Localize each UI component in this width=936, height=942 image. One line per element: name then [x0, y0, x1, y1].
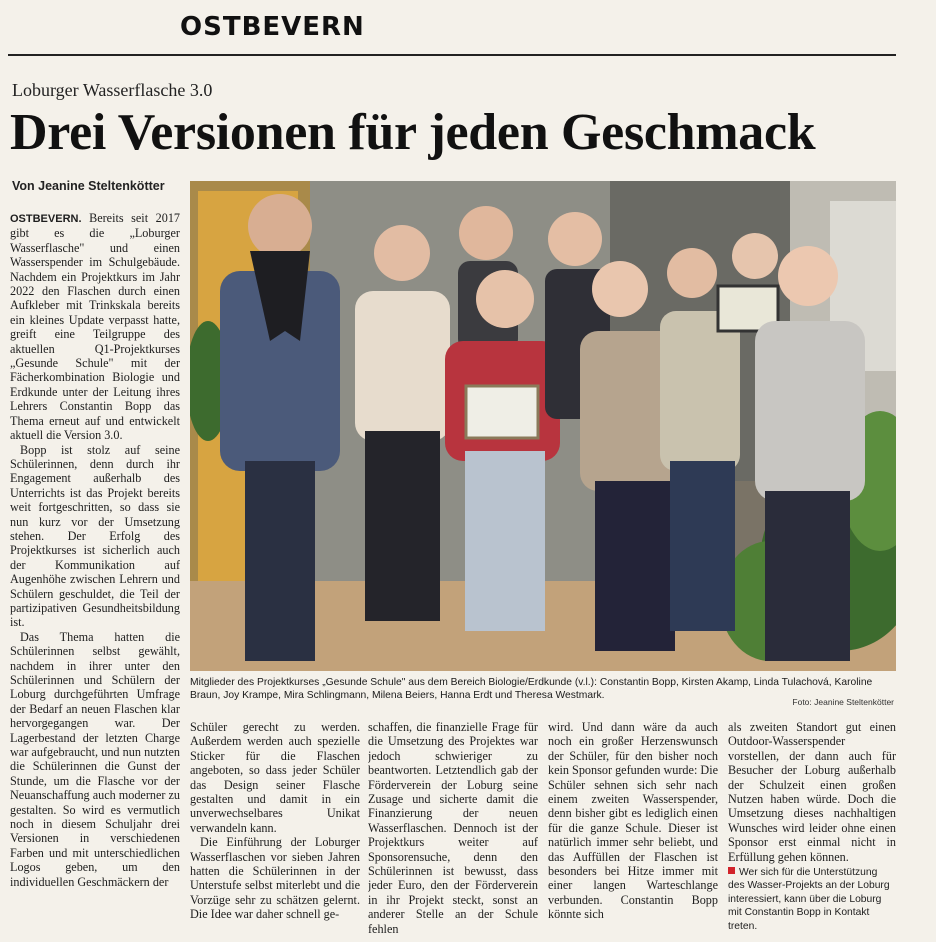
paragraph: als zweiten Standort gut einen Outdoor-Wasserspender vorstellen, der dann auch für Besucher der Loburg außerhalb der Schulzeit einen großen Nutzen haben würde. Doch die Umsetzung dieses nachhaltigen Wunsches wird leider ohne einen Sponsor erst einmal nicht in Erfüllung gehen können. [728, 720, 896, 864]
text-column-3 [368, 720, 538, 938]
paragraph: Bopp ist stolz auf seine Schülerinnen, denn durch ihr Engagement außerhalb des Unterrichts ist das Projekt bereits weit fortgeschritten, so dass sie nun kurz vor der Umsetzung stehen. Der Erfolg des Projektkurses ist sicherlich auch der Kommunikation auf Augenhöhe zwischen Lehrern und Schülern geschuldet, die Teil der partizipativen Gesundheitsbildung ist. [10, 442, 180, 630]
text-column-5 [728, 720, 896, 938]
group-photo [190, 181, 896, 671]
paragraph: Die Einführung der Loburger Wasserflaschen vor sieben Jahren hatten die Schülerinnen in der Unterstufe selbst miterlebt und die Vorzüge sehr zu schätzen gelernt. Die Idee war daher schnell ge- [190, 835, 360, 922]
section-rule [8, 54, 896, 56]
article-photo [190, 181, 896, 671]
text-column-2 [190, 720, 360, 938]
dateline: OSTBEVERN. [10, 213, 82, 225]
red-square-icon [728, 867, 735, 874]
paragraph: Das Thema hatten die Schülerinnen selbst gewählt, nachdem in ihrer unter den Schülerinnen und Schülern der Loburg durchgeführten Umfrage der Bedarf an neuen Flaschen klar hervorgegangen war. Der Lagerbestand der letzten Charge war aufgebraucht, und nun nutzten die Schülerinnen die Gunst der Stunde, um die Flasche vor der Neuanschaffung auch moderner zu gestalten. So wird es vermutlich noch in diesem Schuljahr drei Versionen in verschiedenen Farben und mit unterschiedlichen Logos geben, um den individuellen Geschmäckern der [10, 629, 180, 889]
info-box: Wer sich für die Unterstützung des Wasser-Projekts an der Loburg interessiert, kann über die Loburg mit Constantin Bopp in Kontakt treten. [728, 867, 890, 932]
section-title: OSTBEVERN [180, 12, 365, 42]
text-column-1 [10, 211, 180, 939]
article-byline: Von Jeanine Steltenkötter [12, 179, 165, 193]
photo-credit: Foto: Jeanine Steltenkötter [792, 697, 894, 707]
paragraph: wird. Und dann wäre da auch noch ein großer Herzenswunsch der Schüler, für den bisher noch kein Sponsor gefunden wurde: Die Schüler sehnen sich sehr nach einem zweiten Wasserspender, denn bisher gibt es lediglich einen für die ganze Schule. Dieser ist natürlich immer sehr beliebt, und das Auffüllen der Flaschen ist besonders bei Hitze immer mit einer langen Warteschlange verbunden. Constantin Bopp könnte sich [548, 720, 718, 922]
article-kicker: Loburger Wasserflasche 3.0 [12, 80, 213, 100]
paragraph: Schüler gerecht zu werden. Außerdem werden auch spezielle Sticker für die Flaschen angeboten, so dass jeder Schüler das Design seiner Flasche gestalten und damit in ein unverwechselbares Unikat verwandeln kann. [190, 720, 360, 835]
text-column-4 [548, 720, 718, 938]
photo-caption: Mitglieder des Projektkurses „Gesunde Schule" aus dem Bereich Biologie/Erdkunde (v.l.): Constantin Bopp, Kirsten Akamp, Linda Tulachová, Karoline Braun, Joy Krampe, Mira Schlingmann, Milena Beiers, Hanna Erdt und Theresa Westmark. [190, 677, 873, 701]
paragraph: OSTBEVERN. Bereits seit 2017 gibt es die „Loburger Wasserflasche" und einen Wasserspender im Schulgebäude. Nachdem ein Projektkurs im Jahr 2022 den Flaschen durch einen Aufkleber mit Trinkskala bereits ein kleines Update verpasst hatte, greift eine Teilgruppe des aktuellen Q1-Projektkurses „Gesunde Schule" mit der Fächerkombination Biologie und Erdkunde unter der Leitung ihres Lehrers Constantin Bopp das Thema erneut auf und entwickelt aktuell die Version 3.0. [10, 211, 180, 443]
article-headline: Drei Versionen für jeden Geschmack [10, 104, 816, 161]
paragraph: schaffen, die finanzielle Frage für die Umsetzung des Projektes war jedoch schwieriger zu beantworten. Letztendlich gab der Förderverein der Loburg seine Zusage und sicherte damit die Finanzierung der neuen Wasserflaschen. Dennoch ist der Projektkurs weiter auf Sponsorensuche, denn den Schülerinnen ist bewusst, dass jeder Euro, den der Förderverein in ihr Projekt steckt, sonst an anderer Stelle an der Schule fehlen [368, 720, 538, 936]
